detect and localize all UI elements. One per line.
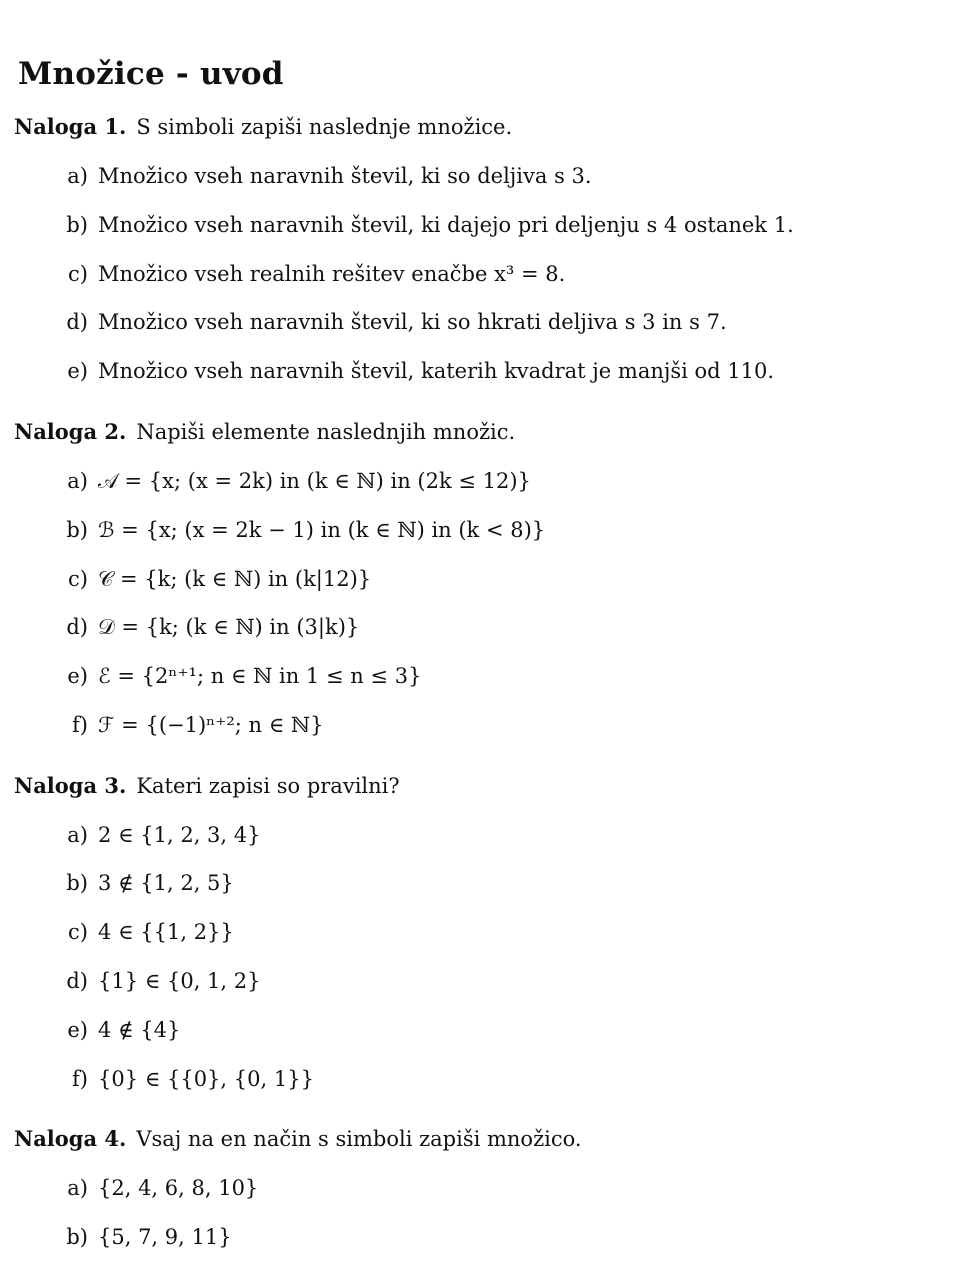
task-2-text: Napiši elemente naslednjih množic.	[136, 420, 516, 444]
task-4-heading	[14, 1124, 582, 1154]
item-text: Množico vseh naravnih števil, katerih kvadrat je manjši od 110.	[98, 359, 775, 383]
item-label: e)	[67, 664, 88, 688]
item-text: Množico vseh naravnih števil, ki so deljiva s 3.	[98, 164, 592, 188]
task-2-heading	[14, 417, 515, 447]
item-formula: ℱ = {(−1)ⁿ⁺²; n ∈ ℕ}	[98, 713, 324, 737]
task-4-label: Naloga 4.	[14, 1126, 127, 1151]
task-3-heading	[14, 771, 400, 801]
item-formula: {1} ∈ {0, 1, 2}	[98, 969, 261, 993]
item-formula: ℰ = {2ⁿ⁺¹; n ∈ ℕ in 1 ≤ n ≤ 3}	[98, 664, 422, 688]
item-formula: 4 ∉ {4}	[98, 1018, 181, 1042]
item-label: f)	[72, 1067, 88, 1091]
item-label: c)	[68, 262, 88, 286]
task-3-text: Kateri zapisi so pravilni?	[136, 774, 400, 798]
task-1-label: Naloga 1.	[14, 114, 127, 139]
item-formula: {2, 4, 6, 8, 10}	[98, 1176, 259, 1200]
item-label: e)	[67, 359, 88, 383]
item-formula: 𝒜 = {x; (x = 2k) in (k ∈ ℕ) in (2k ≤ 12)}	[98, 469, 531, 493]
item-formula: ℬ = {x; (x = 2k − 1) in (k ∈ ℕ) in (k < 8)}	[98, 518, 546, 542]
item-formula: 2 ∈ {1, 2, 3, 4}	[98, 823, 261, 847]
item-label: d)	[66, 615, 88, 639]
item-formula: 𝒟 = {k; (k ∈ ℕ) in (3|k)}	[98, 615, 360, 639]
task-4-text: Vsaj na en način s simboli zapiši množico.	[136, 1127, 582, 1151]
task-1-text: S simboli zapiši naslednje množice.	[136, 115, 513, 139]
item-label: b)	[66, 518, 88, 542]
item-label: b)	[66, 1225, 88, 1249]
item-label: a)	[67, 1176, 88, 1200]
item-label: c)	[68, 567, 88, 591]
item-text: Množico vseh naravnih števil, ki dajejo pri deljenju s 4 ostanek 1.	[98, 213, 794, 237]
item-label: d)	[66, 310, 88, 334]
item-text: Množico vseh naravnih števil, ki so hkrati deljiva s 3 in s 7.	[98, 310, 727, 334]
item-formula: 3 ∉ {1, 2, 5}	[98, 871, 234, 895]
item-label: b)	[66, 871, 88, 895]
task-2-label: Naloga 2.	[14, 419, 127, 444]
item-label: f)	[72, 713, 88, 737]
item-label: a)	[67, 823, 88, 847]
task-1-heading	[14, 112, 512, 142]
item-label: e)	[67, 1018, 88, 1042]
item-label: a)	[67, 164, 88, 188]
page-title: Množice - uvod	[18, 56, 284, 92]
item-text: Množico vseh realnih rešitev enačbe x³ = 8.	[98, 262, 566, 286]
item-formula: 𝒞 = {k; (k ∈ ℕ) in (k|12)}	[98, 567, 372, 591]
item-formula: {0} ∈ {{0}, {0, 1}}	[98, 1067, 314, 1091]
item-formula: {5, 7, 9, 11}	[98, 1225, 232, 1249]
item-formula: 4 ∈ {{1, 2}}	[98, 920, 234, 944]
item-label: b)	[66, 213, 88, 237]
item-label: d)	[66, 969, 88, 993]
item-label: a)	[67, 469, 88, 493]
item-label: c)	[68, 920, 88, 944]
task-3-label: Naloga 3.	[14, 773, 127, 798]
